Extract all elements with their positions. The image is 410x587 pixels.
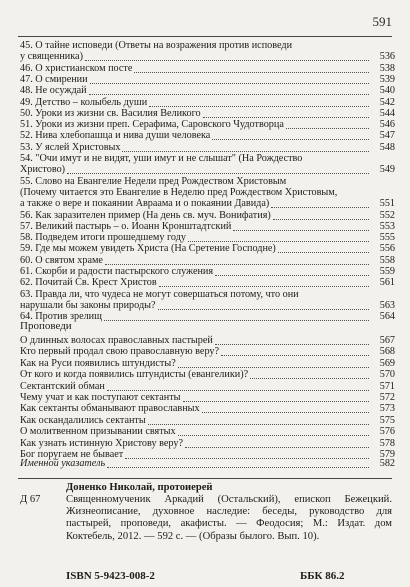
- sermon-entry: [20, 426, 395, 438]
- toc-entry-page: 561: [379, 277, 395, 289]
- toc-entry-page: 547: [379, 130, 395, 142]
- toc-entry-page: 553: [379, 220, 395, 232]
- toc-entry-title: 48. Не осуждай: [20, 85, 87, 97]
- dot-leader: [278, 251, 369, 253]
- toc-entry-title: 54. "Очи имут и не видят, уши имут и не слышат" (На Рождество: [20, 153, 303, 164]
- sermon-entry-title: Кто первый продал свою православную веру?: [20, 346, 220, 358]
- dot-leader: [89, 93, 369, 95]
- catalog-description: Священномученик Аркадий (Остальский), епископ Бежецкий. Жизнеописание, духовное наследие: беседы, руководство для пастырей, проповеди, акафисты. — Феодосия; М.: Издат. дом Коктебель, 2012. — 592 с. — (Образы былого. Вып. 10).: [66, 494, 392, 542]
- toc-entry: [20, 40, 395, 52]
- dot-leader: [183, 400, 369, 402]
- toc-entry: [20, 187, 395, 199]
- toc-entry: [20, 221, 395, 233]
- toc-entry-title: 50. Уроки из жизни св. Василия Великого: [20, 107, 201, 119]
- dot-leader: [286, 127, 369, 129]
- sermon-entry-title: От кого и когда появились штундисты (евангелики)?: [20, 369, 249, 381]
- index-entry-label: Именной указатель: [20, 458, 106, 469]
- toc-entry-title: (Почему читается это Евангелие в Неделю пред Рождеством Христовым,: [20, 186, 338, 198]
- toc-entry: [20, 130, 395, 142]
- dot-leader: [188, 240, 369, 242]
- toc-entry-title: 45. О тайне исповеди (Ответы на возражения против исповеди: [20, 40, 293, 51]
- catalog-bbk: ББК 86.2: [300, 570, 345, 582]
- dot-leader: [105, 263, 369, 265]
- dot-leader: [221, 354, 369, 356]
- toc-entry-page: 558: [379, 254, 395, 266]
- toc-entry-page: 546: [379, 119, 395, 131]
- toc-entry-page: 548: [379, 141, 395, 153]
- toc-entry-title: 57. Великий пастырь – о. Иоанн Кронштадтский: [20, 220, 232, 232]
- sermon-entry: [20, 381, 395, 393]
- sermon-entry-title: О длинных волосах православных пастырей: [20, 335, 213, 346]
- toc-entry-title: 63. Правда ли, что чудеса не могут совершаться потому, что они: [20, 288, 299, 300]
- sermon-entry-page: 570: [379, 369, 395, 381]
- sermon-entry: [20, 358, 395, 370]
- sermon-entry-title: Как оскандалились сектанты: [20, 414, 146, 426]
- sermon-entry-page: 575: [379, 414, 395, 426]
- toc-entry: [20, 255, 395, 267]
- toc-entry: [20, 153, 395, 165]
- sermon-entry: [20, 403, 395, 415]
- toc-entry-page: 542: [379, 96, 395, 108]
- toc-entry-title: 53. У яслей Христовых: [20, 141, 121, 153]
- toc-entry-page: 555: [379, 232, 395, 244]
- toc-entry-title: 58. Подведем итоги прошедшему году: [20, 232, 187, 244]
- toc-entry: [20, 210, 395, 222]
- dot-leader: [271, 206, 369, 208]
- toc-entry-title: у священника): [20, 51, 83, 63]
- dot-leader: [85, 59, 369, 61]
- toc-entry: [20, 119, 395, 131]
- toc-entry-page: 536: [379, 51, 395, 63]
- dot-leader: [178, 366, 369, 368]
- toc-entry: [20, 51, 395, 63]
- toc-entry: [20, 243, 395, 255]
- toc-entry-title: 52. Нива хлебопашца и нива души человека: [20, 130, 211, 142]
- catalog-author: Доненко Николай, протоиерей: [66, 482, 213, 493]
- toc-entry-page: 549: [379, 164, 395, 176]
- dot-leader: [233, 229, 369, 231]
- toc-entry-title: 62. Почитай Св. Крест Христов: [20, 277, 157, 289]
- toc-entry-page: 551: [379, 198, 395, 210]
- toc-entry-title: 46. О христианском посте: [20, 62, 133, 74]
- dot-leader: [107, 389, 369, 391]
- toc-entry: [20, 311, 395, 323]
- toc-entry: [20, 266, 395, 278]
- toc-entry: [20, 74, 395, 86]
- dot-leader: [148, 423, 369, 425]
- toc-entry: [20, 176, 395, 188]
- catalog-isbn: ISBN 5-9423-008-2: [66, 570, 155, 582]
- dot-leader: [185, 446, 369, 448]
- sermon-entry-page: 573: [379, 403, 395, 415]
- sermon-entry-title: Как сектанты обманывают православных: [20, 403, 200, 415]
- catalog-shelf-mark: Д 67: [20, 494, 41, 505]
- sermon-entry-page: 572: [379, 392, 395, 403]
- catalog-rule: [18, 478, 392, 479]
- toc-entry-page: 538: [379, 62, 395, 74]
- index-entry-page: 582: [379, 458, 395, 469]
- toc-entry-title: 56. Как заразителен пример (На день св. муч. Вонифатия): [20, 209, 271, 221]
- sermon-entry: [20, 369, 395, 381]
- toc-entry: [20, 164, 395, 176]
- section-title-sermons: Проповеди: [20, 320, 72, 332]
- toc-entry: [20, 277, 395, 289]
- toc-entry-title: 55. Слово на Евангелие Недели пред Рождеством Христовым: [20, 175, 287, 187]
- dot-leader: [159, 285, 369, 287]
- toc-entry-title: 60. О святом храме: [20, 254, 103, 266]
- sermon-entry-title: Как узнать истинную Христову веру?: [20, 437, 183, 449]
- toc-entry: [20, 300, 395, 312]
- toc-entry-title: 61. Скорби и радости пастырского служения: [20, 266, 214, 277]
- toc-entry: [20, 198, 395, 210]
- toc-entry-page: 540: [379, 85, 395, 97]
- dot-leader: [203, 116, 369, 118]
- toc-entry: [20, 108, 395, 120]
- dot-leader: [215, 343, 369, 345]
- toc-entry-title: 49. Детство – колыбель души: [20, 96, 148, 108]
- toc-entry: [20, 289, 395, 301]
- toc-entry-page: 559: [379, 266, 395, 277]
- index-entry: [20, 458, 395, 470]
- dot-leader: [304, 162, 369, 163]
- sermon-entry-page: 569: [379, 357, 395, 369]
- toc-entry: [20, 63, 395, 75]
- sermon-entry: [20, 346, 395, 358]
- toc-entry-title: 51. Уроки из жизни преп. Серафима, Саровского Чудотворца: [20, 119, 284, 131]
- dot-leader: [178, 434, 369, 436]
- sermon-entry-page: 578: [379, 437, 395, 449]
- toc-entry-title: нарушали бы законы природы?: [20, 299, 156, 311]
- dot-leader: [134, 71, 369, 73]
- toc-entry: [20, 232, 395, 244]
- sermon-entry-title: Сектантский обман: [20, 380, 105, 392]
- dot-leader: [202, 411, 369, 413]
- dot-leader: [149, 105, 369, 107]
- toc-entry-title: 64. Против зрелищ: [20, 311, 102, 323]
- sermon-entry-title: Чему учат и как поступают сектанты: [20, 392, 181, 403]
- sermon-entry: [20, 438, 395, 450]
- dot-leader: [215, 274, 369, 276]
- dot-leader: [107, 466, 369, 468]
- dot-leader: [339, 196, 369, 197]
- toc-entry-title: а также о вере и покаянии Авраама и о покаянии Давида): [20, 198, 270, 210]
- sermon-entry: [20, 392, 395, 404]
- page-number: 591: [372, 14, 392, 29]
- dot-leader: [104, 319, 369, 321]
- sermon-entry-page: 567: [379, 335, 395, 346]
- toc-entry-page: 552: [379, 209, 395, 221]
- dot-leader: [288, 185, 369, 186]
- toc-entry: [20, 142, 395, 154]
- header-rule: [18, 36, 392, 37]
- sermon-entry-page: 579: [379, 449, 395, 460]
- toc-entry: [20, 97, 395, 109]
- dot-leader: [273, 218, 369, 220]
- dot-leader: [67, 172, 369, 174]
- sermon-entry: [20, 335, 395, 347]
- toc-entry-title: 47. О смирении: [20, 73, 88, 85]
- toc-entry-page: 564: [379, 311, 395, 323]
- dot-leader: [158, 308, 370, 310]
- toc-entry-page: 544: [379, 107, 395, 119]
- toc-entry-title: 59. Где мы можем увидеть Христа (На Сретение Господне): [20, 243, 276, 255]
- sermon-entry-page: 571: [379, 380, 395, 392]
- sermon-entry-page: 568: [379, 346, 395, 358]
- sermon-entry-title: Как на Руси появились штундисты?: [20, 357, 176, 369]
- toc-entry-page: 563: [379, 299, 395, 311]
- toc-entry-page: 539: [379, 73, 395, 85]
- sermon-entry-page: 576: [379, 426, 395, 438]
- sermon-entry: [20, 415, 395, 427]
- toc-entry-page: 556: [379, 243, 395, 255]
- dot-leader: [90, 82, 369, 84]
- dot-leader: [122, 150, 369, 152]
- sermon-entry-title: О молитвенном призывании святых: [20, 426, 176, 438]
- toc-entry: [20, 85, 395, 97]
- toc-entry-title: Христово): [20, 164, 66, 176]
- dot-leader: [294, 49, 369, 50]
- dot-leader: [301, 298, 369, 299]
- dot-leader: [250, 377, 369, 379]
- dot-leader: [212, 138, 369, 140]
- sermon-entry-title: Бог поругаем не бывает: [20, 449, 124, 460]
